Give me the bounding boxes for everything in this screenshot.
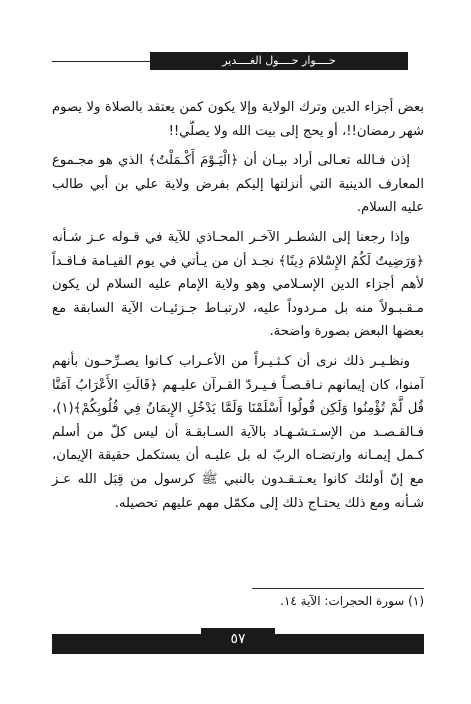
- page-body: [52, 96, 424, 521]
- paragraph-4: ونظـيـر ذلك نرى أن كـثـيـراً من الأعـراب كـانوا يصـرِّحـون بأنهم آمنوا، كان إيمانهم نـاقـصـاً فـيـردّ القـرآن عليـهم ﴿قَالَتِ الأَعْرَابُ آمَنَّا قُل لَّمْ تُؤْمِنُوا وَلَكِن قُولُوا أَسْلَمْنَا وَلَمَّا يَدْخُلِ الإِيمَانُ فِي قُلُوبِكُمْ﴾(١)، فـالقـصـد من الإسـتـشـهـاد بالآية السـابقـة أن ليس كلّ من أسلم كـمل إيمـانه وارتضـاه الربّ له بل عليـه أن يستكمل حقيقة الإيمان، مع إنّ أولئك كانوا يعـتـقـدون بالنبي ﷺ كرسول من قِبَل الله عـز شـأنه ومع ذلك يحتـاج ذلك إلى مكمّل مهم عليهم تحصيله.: [52, 353, 424, 511]
- running-title: حــــوار حــــول الغــــدير: [150, 52, 408, 70]
- paragraph-1: بعض أجزاء الدين وترك الولاية وإلا يكون كمن يعتقد بالصلاة ولا يصوم شهر رمضان!!، أو يحج إلى بيت الله ولا يصلّي!!: [52, 100, 424, 139]
- page-number: ٥٧: [201, 628, 275, 650]
- footnote-rule: [252, 588, 424, 589]
- header-rule-left: [52, 61, 150, 62]
- footnote: (١) سورة الحجرات: الآية ١٤.: [280, 594, 424, 608]
- paragraph-2: إذن فـالله تعـالى أراد بيـان أن ﴿الْيَـوْمَ أَكْـمَلْتُ﴾ الذي هو مجـموع المعارف الدينية التي أنزلتها إليكم بفرض ولاية علي بن أبي طالب عليه السلام.: [52, 153, 424, 216]
- paragraph-3: وإذا رجعنا إلى الشطـر الآخـر المحـاذي للآية في قـوله عـز شـأنه ﴿وَرَضِيتُ لَكُمُ الإِسْلامَ دِينًا﴾ نجـد أن من يـأتي في يوم القيـامة فـاقـداً لأهم أجزاء الدين الإسـلامي وهو ولاية الإمام عليه السلام لن يكون مـقـبـولاً منه بل مـردوداً عليه، لارتبـاط جـزئيـات الآية السابقة مع بعضها البعض بصورة واضحة.: [52, 229, 424, 340]
